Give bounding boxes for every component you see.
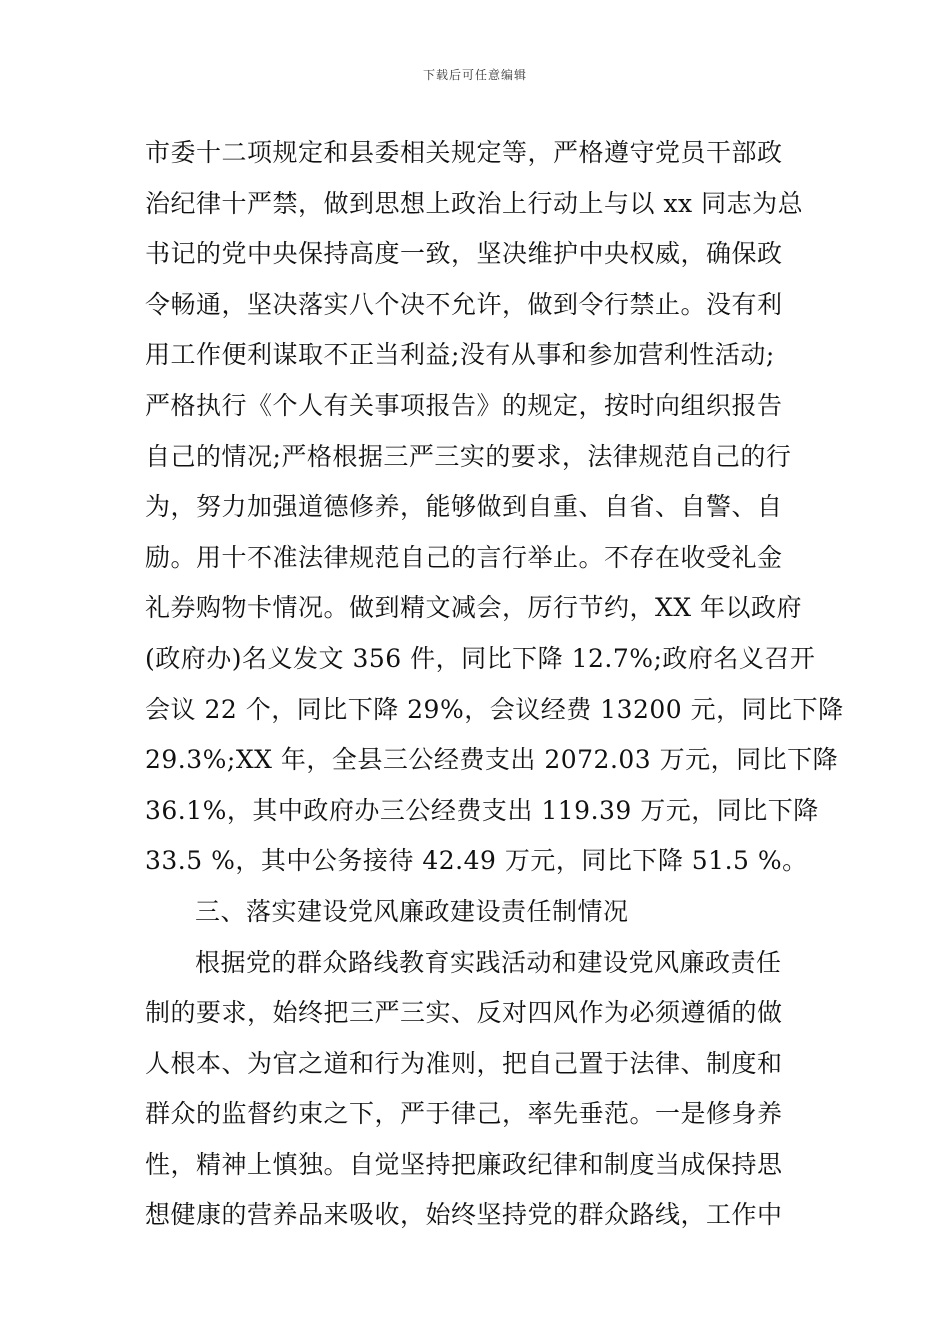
text-line: 想健康的营养品来吸收，始终坚持党的群众路线，工作中: [145, 1200, 783, 1230]
text-line: 性，精神上慎独。自觉坚持把廉政纪律和制度当成保持思: [145, 1149, 783, 1179]
text-line: 为，努力加强道德修养，能够做到自重、自省、自警、自: [145, 492, 783, 522]
section-heading: 三、落实建设党风廉政建设责任制情况: [195, 896, 629, 926]
text-line: 人根本、为官之道和行为准则，把自己置于法律、制度和: [145, 1048, 783, 1078]
paragraph-first-line: 根据党的群众路线教育实践活动和建设党风廉政责任: [195, 947, 782, 977]
header-note: 下载后可任意编辑: [422, 68, 527, 82]
text-line: 自己的情况;严格根据三严三实的要求，法律规范自己的行: [145, 441, 792, 471]
text-line: 市委十二项规定和县委相关规定等，严格遵守党员干部政: [145, 138, 783, 167]
text-line: 礼券购物卡情况。做到精文减会，厉行节约，XX 年以政府: [145, 593, 803, 623]
text-line: (政府办)名义发文 356 件，同比下降 12.7%;政府名义召开: [145, 643, 816, 673]
text-line: 33.5 %，其中公务接待 42.49 万元，同比下降 51.5 %。: [145, 846, 808, 876]
text-line: 会议 22 个，同比下降 29%，会议经费 13200 元，同比下降: [145, 694, 844, 724]
text-line: 用工作便利谋取不正当利益;没有从事和参加营利性活动;: [145, 340, 775, 370]
text-line: 严格执行《个人有关事项报告》的规定，按时向组织报告: [145, 390, 783, 420]
text-line: 励。用十不准法律规范自己的言行举止。不存在收受礼金: [145, 542, 783, 572]
text-line: 29.3%;XX 年，全县三公经费支出 2072.03 万元，同比下降: [145, 745, 839, 775]
text-line: 制的要求，始终把三严三实、反对四风作为必须遵循的做: [145, 998, 783, 1028]
text-line: 治纪律十严禁，做到思想上政治上行动上与以 xx 同志为总: [145, 188, 804, 218]
document-body: [145, 128, 844, 1241]
text-line: 令畅通，坚决落实八个决不允许，做到令行禁止。没有利: [145, 289, 783, 319]
text-line: 群众的监督约束之下，严于律己，率先垂范。一是修身养: [145, 1099, 783, 1129]
text-line: 书记的党中央保持高度一致，坚决维护中央权威，确保政: [145, 239, 783, 269]
text-line: 36.1%，其中政府办三公经费支出 119.39 万元，同比下降: [145, 795, 819, 825]
